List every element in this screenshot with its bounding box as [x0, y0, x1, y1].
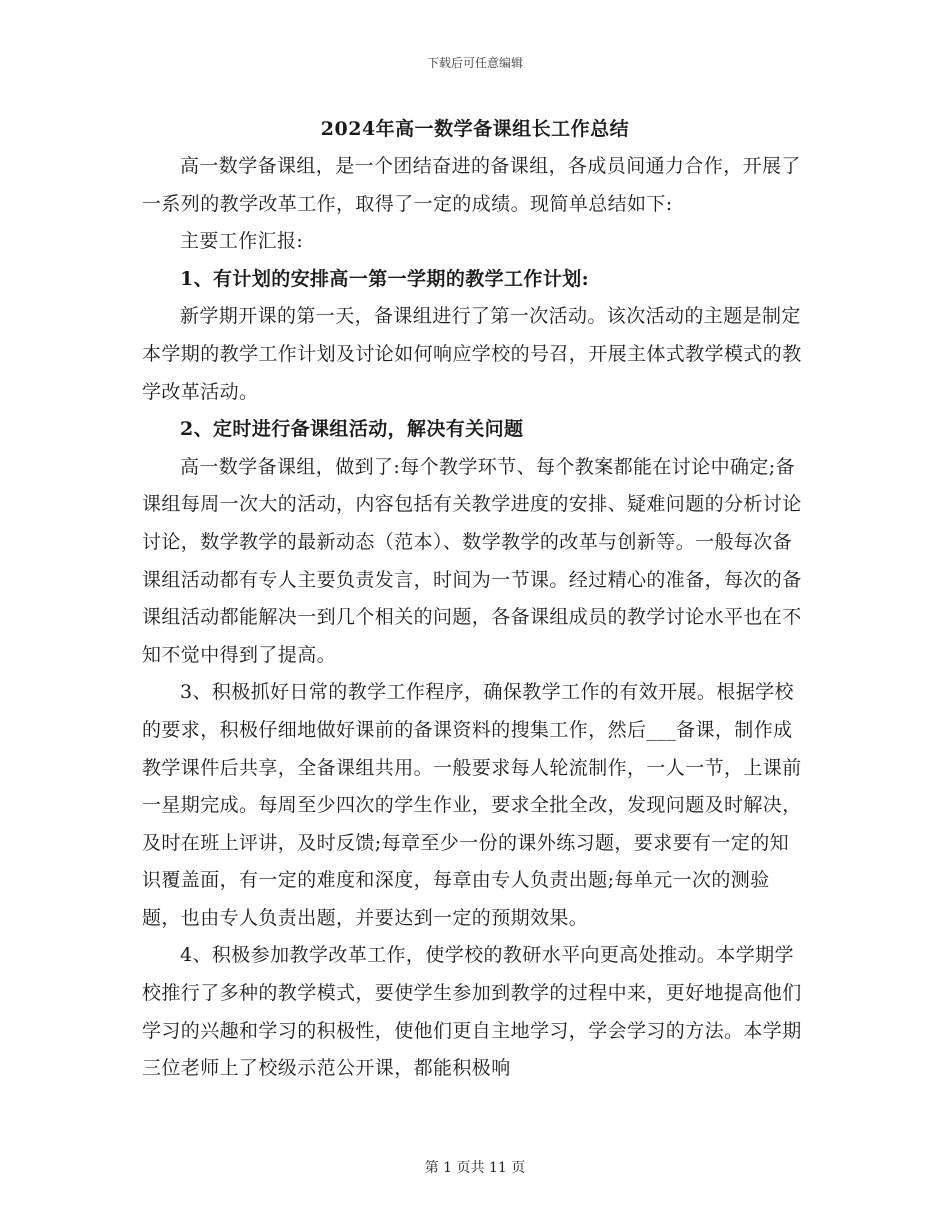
section-heading-2: 2、定时进行备课组活动，解决有关问题: [180, 418, 524, 441]
paragraph-intro: 高一数学备课组，是一个团结奋进的备课组，各成员间通力合作，开展了一系列的教学改革工作，取得了一定的成绩。现简单总结如下:: [142, 155, 801, 215]
section-heading-1: 1、有计划的安排高一第一学期的教学工作计划:: [180, 267, 590, 290]
document-body: [142, 148, 808, 1088]
page-number: 第 1 页共 11 页: [424, 1160, 526, 1176]
paragraph-section-3: 3、积极抓好日常的教学工作程序，确保教学工作的有效开展。根据学校的要求，积极仔细地做好课前的备课资料的搜集工作，然后___备课，制作成教学课件后共享，全备课组共用。一般要求每人轮流制作，一人一节，上课前一星期完成。每周至少四次的学生作业，要求全批全改，发现问题及时解决，及时在班上评讲，及时反馈;每章至少一份的课外练习题，要求要有一定的知识覆盖面，有一定的难度和深度，每章由专人负责出题;每单元一次的测验题，也由专人负责出题，并要达到一定的预期效果。: [142, 681, 802, 929]
paragraph-report-label: 主要工作汇报:: [180, 230, 304, 253]
paragraph-section-4: 4、积极参加教学改革工作，使学校的教研水平向更高处推动。本学期学校推行了多种的教学模式，要使学生参加到教学的过程中来，更好地提高他们学习的兴趣和学习的积极性，使他们更自主地学习，学会学习的方法。本学期三位老师上了校级示范公开课，都能积极响: [142, 944, 802, 1080]
paragraph-section-2: 高一数学备课组，做到了:每个教学环节、每个教案都能在讨论中确定;备课组每周一次大的活动，内容包括有关教学进度的安排、疑难问题的分析讨论讨论，数学教学的最新动态（范本）、数学教学的改革与创新等。一般每次备课组活动都有专人主要负责发言，时间为一节课。经过精心的准备，每次的备课组活动都能解决一到几个相关的问题，各备课组成员的教学讨论水平也在不知不觉中得到了提高。: [142, 455, 802, 666]
paragraph-section-1: 新学期开课的第一天，备课组进行了第一次活动。该次活动的主题是制定本学期的教学工作计划及讨论如何响应学校的号召，开展主体式教学模式的教学改革活动。: [142, 305, 802, 403]
document-title: 2024年高一数学备课组长工作总结: [320, 118, 630, 140]
page-header-note: 下载后可任意编辑: [426, 56, 523, 70]
